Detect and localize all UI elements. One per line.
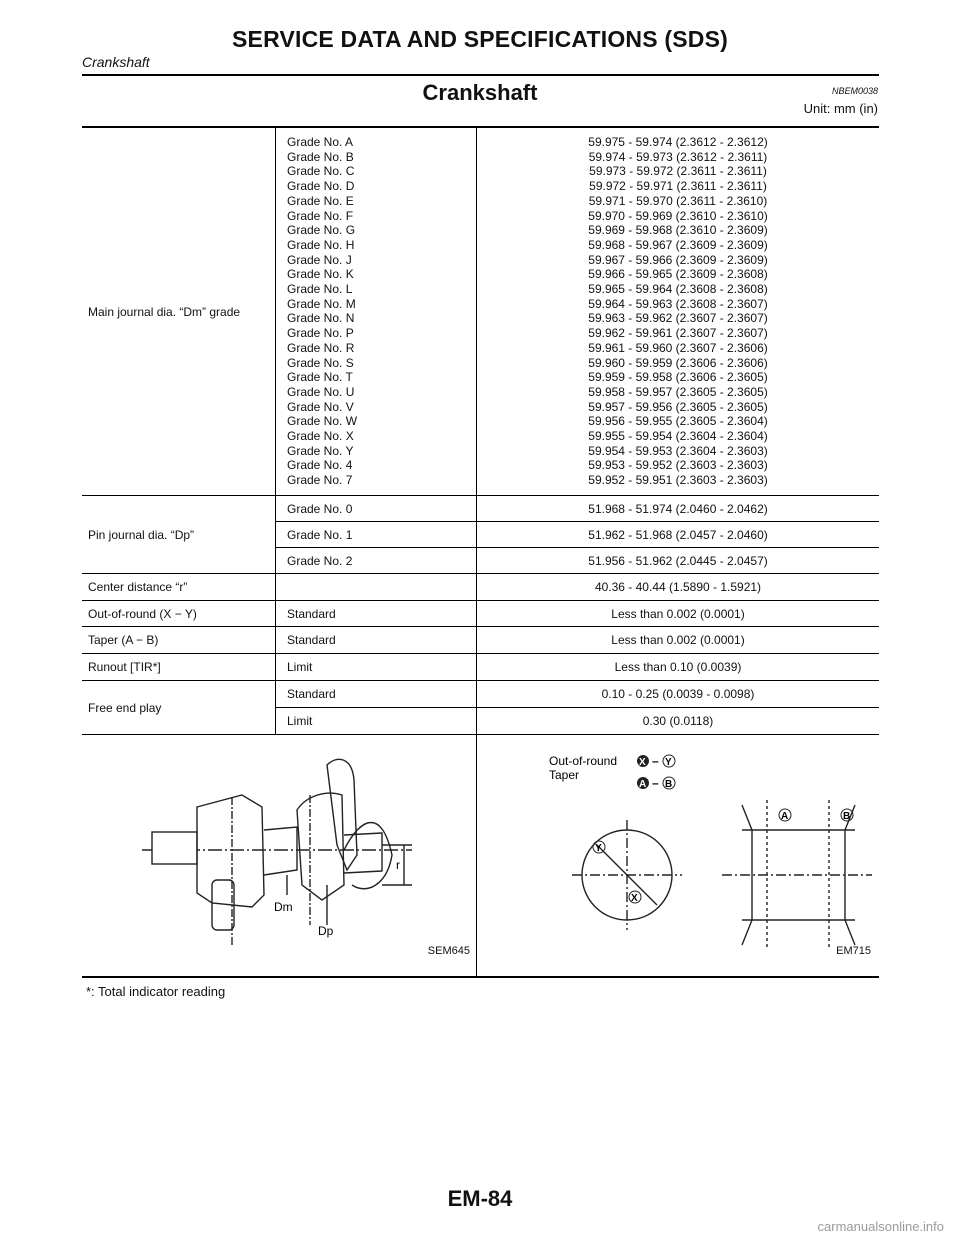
table-row <box>275 496 879 522</box>
main-journal-grade: Grade No. E <box>287 193 354 208</box>
main-journal-value: 59.967 - 59.966 (2.3609 - 2.3609) <box>588 252 768 267</box>
table-row <box>275 681 879 708</box>
main-journal-grade: Grade No. F <box>287 208 354 223</box>
watermark: carmanualsonline.info <box>817 1219 944 1234</box>
table-row <box>82 128 879 496</box>
free-end-play-value-1: 0.30 (0.0118) <box>642 714 714 728</box>
main-journal-value: 59.971 - 59.970 (2.3611 - 2.3610) <box>588 193 768 208</box>
section-unit: Unit: mm (in) <box>803 101 878 116</box>
page-header-subtitle: Crankshaft <box>82 54 150 70</box>
main-journal-value: 59.960 - 59.959 (2.3606 - 2.3606) <box>588 355 768 370</box>
pin-grade-2: Grade No. 2 <box>287 553 353 568</box>
main-journal-value: 59.962 - 59.961 (2.3607 - 2.3607) <box>588 326 768 341</box>
pin-value-2: 51.956 - 51.962 (2.0445 - 2.0457) <box>588 553 768 568</box>
center-distance-label: Center distance “r” <box>88 580 188 594</box>
free-end-play-type-1: Limit <box>287 714 313 728</box>
main-journal-grade: Grade No. K <box>287 267 354 282</box>
main-journal-grade: Grade No. X <box>287 429 354 444</box>
main-journal-grade: Grade No. M <box>287 296 356 311</box>
main-journal-grade: Grade No. D <box>287 179 355 194</box>
x-marker: X <box>639 757 646 768</box>
main-journal-grade: Grade No. 4 <box>287 458 353 473</box>
runout-label: Runout [TIR*] <box>88 660 161 674</box>
pin-value-0: 51.968 - 51.974 (2.0460 - 2.0462) <box>588 501 768 516</box>
pin-grade-1: Grade No. 1 <box>287 527 353 542</box>
minus-sign: – <box>652 754 659 768</box>
taper-label: Taper (A − B) <box>88 633 159 647</box>
main-journal-grade: Grade No. B <box>287 149 354 164</box>
y-marker: Y <box>665 757 672 768</box>
table-row <box>82 708 879 735</box>
main-journal-grade: Grade No. 7 <box>287 473 353 488</box>
b-point: B <box>843 811 851 822</box>
sem645-code: SEM645 <box>427 945 470 957</box>
main-journal-value: 59.969 - 59.968 (2.3610 - 2.3609) <box>588 223 768 238</box>
main-journal-value: 59.959 - 59.958 (2.3606 - 2.3605) <box>588 370 768 385</box>
b-marker: B <box>665 779 673 790</box>
column-divider <box>275 128 276 601</box>
main-journal-value: 59.957 - 59.956 (2.3605 - 2.3605) <box>588 399 768 414</box>
center-distance-value: 40.36 - 40.44 (1.5890 - 1.5921) <box>594 580 762 594</box>
table-bottom-rule <box>82 976 879 978</box>
pin-grade-0: Grade No. 0 <box>287 501 353 516</box>
main-journal-grade: Grade No. A <box>287 135 354 149</box>
spec-table <box>82 128 879 977</box>
main-journal-grade: Grade No. J <box>287 252 352 267</box>
main-journal-value: 59.966 - 59.965 (2.3609 - 2.3608) <box>588 267 768 282</box>
taper-value: Less than 0.002 (0.0001) <box>611 633 745 647</box>
a-point: A <box>781 811 789 822</box>
main-journal-label: Main journal dia. “Dm” grade <box>88 304 241 319</box>
main-journal-value: 59.970 - 59.969 (2.3610 - 2.3610) <box>588 208 768 223</box>
footnote: *: Total indicator reading <box>86 984 226 999</box>
main-journal-grade: Grade No. W <box>287 414 358 429</box>
main-journal-grade: Grade No. L <box>287 282 353 297</box>
table-row <box>82 548 879 574</box>
main-journal-value: 59.965 - 59.964 (2.3608 - 2.3608) <box>588 282 768 297</box>
dm-label: Dm <box>274 900 293 914</box>
main-journal-value: 59.961 - 59.960 (2.3607 - 2.3606) <box>588 340 768 355</box>
section-id: NBEM0038 <box>831 86 878 96</box>
pin-value-1: 51.962 - 51.968 (2.0457 - 2.0460) <box>588 527 768 542</box>
page-header-title: SERVICE DATA AND SPECIFICATIONS (SDS) <box>232 26 728 52</box>
main-journal-value: 59.964 - 59.963 (2.3608 - 2.3607) <box>588 296 768 311</box>
main-journal-grade: Grade No. P <box>287 326 354 341</box>
main-journal-grade: Grade No. C <box>287 164 355 179</box>
main-journal-grades <box>287 135 357 488</box>
main-journal-grade: Grade No. V <box>287 399 354 414</box>
page-number: EM-84 <box>447 1186 513 1211</box>
main-journal-grade: Grade No. T <box>287 370 353 385</box>
main-journal-value: 59.956 - 59.955 (2.3605 - 2.3604) <box>588 414 768 429</box>
taper-type: Standard <box>287 633 336 647</box>
crankshaft-figure <box>82 735 476 975</box>
free-end-play-type-0: Standard <box>287 687 336 701</box>
y-point: Y <box>595 843 602 854</box>
main-journal-value: 59.953 - 59.952 (2.3603 - 2.3603) <box>588 458 768 473</box>
main-journal-value: 59.952 - 59.951 (2.3603 - 2.3603) <box>588 473 768 488</box>
out-of-round-label: Out-of-round (X − Y) <box>88 606 197 621</box>
main-journal-grade: Grade No. U <box>287 384 355 399</box>
minus-sign-2: – <box>652 776 659 790</box>
free-end-play-value-0: 0.10 - 0.25 (0.0039 - 0.0098) <box>601 687 755 701</box>
main-journal-grade: Grade No. N <box>287 311 355 326</box>
main-journal-value: 59.955 - 59.954 (2.3604 - 2.3604) <box>588 429 768 444</box>
main-journal-values <box>477 135 879 488</box>
out-of-round-value: Less than 0.002 (0.0001) <box>611 606 745 621</box>
out-of-round-type: Standard <box>287 606 336 621</box>
main-journal-grade: Grade No. G <box>287 223 356 238</box>
table-row <box>82 627 879 654</box>
table-row <box>82 574 879 601</box>
main-journal-value: 59.954 - 59.953 (2.3604 - 2.3603) <box>588 443 768 458</box>
out-of-round-taper-figure <box>477 735 879 975</box>
x-point: X <box>631 893 638 904</box>
header-rule <box>82 74 879 76</box>
runout-type: Limit <box>287 660 313 674</box>
main-journal-grade: Grade No. Y <box>287 443 354 458</box>
dp-label: Dp <box>318 924 334 938</box>
a-marker: A <box>639 779 647 790</box>
table-row <box>82 601 879 627</box>
runout-value: Less than 0.10 (0.0039) <box>614 660 742 674</box>
main-journal-value: 59.963 - 59.962 (2.3607 - 2.3607) <box>588 311 768 326</box>
main-journal-grade: Grade No. S <box>287 355 354 370</box>
taper-text: Taper <box>549 768 580 782</box>
column-divider <box>275 601 276 734</box>
main-journal-value: 59.974 - 59.973 (2.3612 - 2.3611) <box>588 149 768 164</box>
em715-code: EM715 <box>836 945 871 957</box>
main-journal-value: 59.973 - 59.972 (2.3611 - 2.3611) <box>589 164 767 179</box>
main-journal-value: 59.972 - 59.971 (2.3611 - 2.3611) <box>589 179 767 194</box>
main-journal-value: 59.975 - 59.974 (2.3612 - 2.3612) <box>588 135 768 149</box>
table-row <box>275 522 879 548</box>
out-of-round-text: Out-of-round <box>549 754 618 768</box>
main-journal-value: 59.968 - 59.967 (2.3609 - 2.3609) <box>588 237 768 252</box>
free-end-play-label: Free end play <box>88 700 162 715</box>
table-row <box>82 654 879 681</box>
section-title: Crankshaft <box>422 80 538 105</box>
main-journal-grade: Grade No. H <box>287 237 355 252</box>
r-label: r <box>396 858 400 872</box>
main-journal-grade: Grade No. R <box>287 340 355 355</box>
pin-journal-label: Pin journal dia. “Dp” <box>88 528 195 542</box>
main-journal-value: 59.958 - 59.957 (2.3605 - 2.3605) <box>588 384 768 399</box>
